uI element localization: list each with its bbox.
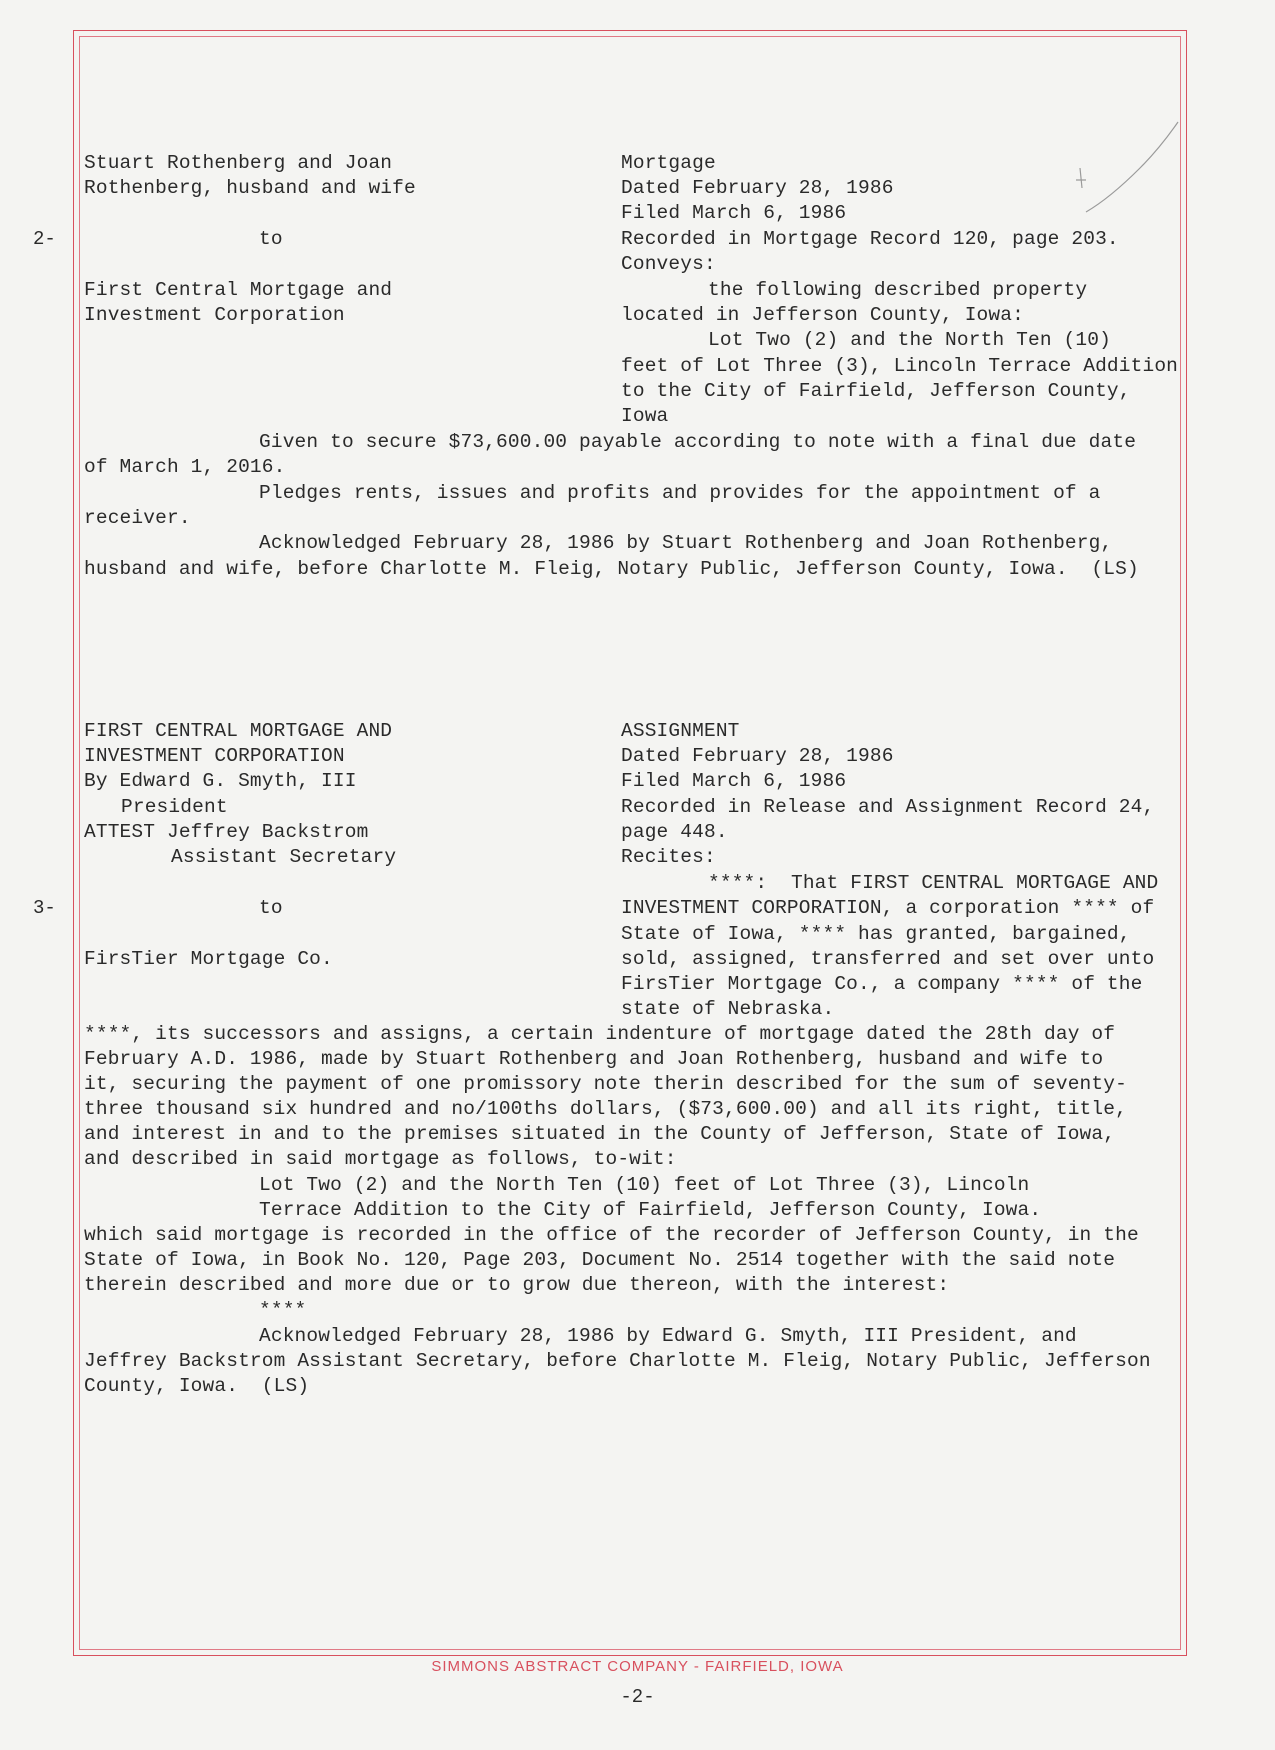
instrument-line: located in Jefferson County, Iowa: xyxy=(621,304,1024,326)
grantor-line: ATTEST Jeffrey Backstrom xyxy=(84,821,369,843)
body-line: and described in said mortgage as follows, to-wit: xyxy=(84,1148,677,1170)
recital-line: INVESTMENT CORPORATION, a corporation **** of xyxy=(621,897,1155,919)
grantee-line: First Central Mortgage and xyxy=(84,279,393,301)
body-line: Pledges rents, issues and profits and provides for the appointment of a xyxy=(259,482,1101,504)
grantor-line: Stuart Rothenberg and Joan xyxy=(84,152,393,174)
grantor-line: INVESTMENT CORPORATION xyxy=(84,745,345,767)
body-line: which said mortgage is recorded in the office of the recorder of Jefferson County, in the xyxy=(84,1224,1139,1246)
instrument-line: Filed March 6, 1986 xyxy=(621,202,847,224)
instrument-type: ASSIGNMENT xyxy=(621,720,740,742)
pencil-check-mark xyxy=(1070,118,1180,228)
recital-line: FirsTier Mortgage Co., a company **** of the xyxy=(621,973,1143,995)
entry-number-3: 3- xyxy=(33,897,56,919)
recital-line: State of Iowa, **** has granted, bargained, xyxy=(621,923,1131,945)
footer-company-name: SIMMONS ABSTRACT COMPANY - FAIRFIELD, IOWA xyxy=(431,1658,844,1675)
body-line: and interest in and to the premises situated in the County of Jefferson, State of Iowa, xyxy=(84,1123,1116,1145)
body-line: receiver. xyxy=(84,507,191,529)
entry-number-2: 2- xyxy=(33,228,56,250)
recital-line: sold, assigned, transferred and set over unto xyxy=(621,948,1155,970)
instrument-line: page 448. xyxy=(621,821,728,843)
instrument-line: the following described property xyxy=(708,279,1088,301)
body-line: ****, its successors and assigns, a certain indenture of mortgage dated the 28th day of xyxy=(84,1023,1116,1045)
recital-line: state of Nebraska. xyxy=(621,998,835,1020)
body-line: February A.D. 1986, made by Stuart Rothenberg and Joan Rothenberg, husband and wife to xyxy=(84,1048,1104,1070)
instrument-line: Dated February 28, 1986 xyxy=(621,745,894,767)
legal-description: to the City of Fairfield, Jefferson County, xyxy=(621,380,1131,402)
legal-description: Terrace Addition to the City of Fairfield, Jefferson County, Iowa. xyxy=(259,1199,1042,1221)
body-line: Jeffrey Backstrom Assistant Secretary, before Charlotte M. Fleig, Notary Public, Jefferson xyxy=(84,1350,1151,1372)
grantor-line: FIRST CENTRAL MORTGAGE AND xyxy=(84,720,393,742)
instrument-line: Recorded in Release and Assignment Record 24, xyxy=(621,796,1155,818)
body-line: three thousand six hundred and no/100ths dollars, ($73,600.00) and all its right, title, xyxy=(84,1098,1127,1120)
body-line: Acknowledged February 28, 1986 by Edward G. Smyth, III President, and xyxy=(259,1325,1077,1347)
body-line: Given to secure $73,600.00 payable according to note with a final due date xyxy=(259,431,1137,453)
body-line: Acknowledged February 28, 1986 by Stuart Rothenberg and Joan Rothenberg, xyxy=(259,532,1113,554)
to-label: to xyxy=(259,897,283,919)
legal-description: feet of Lot Three (3), Lincoln Terrace Addition xyxy=(621,355,1179,377)
legal-description: Lot Two (2) and the North Ten (10) xyxy=(708,329,1111,351)
legal-description: Lot Two (2) and the North Ten (10) feet of Lot Three (3), Lincoln xyxy=(259,1174,1030,1196)
to-label: to xyxy=(259,228,283,250)
grantee-line: FirsTier Mortgage Co. xyxy=(84,948,333,970)
recital-line: ****: That FIRST CENTRAL MORTGAGE AND xyxy=(708,872,1159,894)
instrument-line: Recites: xyxy=(621,846,716,868)
body-line: County, Iowa. (LS) xyxy=(84,1375,310,1397)
body-line: of March 1, 2016. xyxy=(84,456,286,478)
body-line: it, securing the payment of one promissory note therin described for the sum of seventy- xyxy=(84,1073,1127,1095)
body-line: therein described and more due or to grow due thereon, with the interest: xyxy=(84,1274,950,1296)
grantor-line: Assistant Secretary xyxy=(171,846,397,868)
page-number: -2- xyxy=(620,1686,655,1708)
legal-description: Iowa xyxy=(621,405,669,427)
body-line: State of Iowa, in Book No. 120, Page 203, Document No. 2514 together with the said note xyxy=(84,1249,1116,1271)
body-line: **** xyxy=(259,1299,307,1321)
grantor-line: President xyxy=(121,796,228,818)
grantee-line: Investment Corporation xyxy=(84,304,345,326)
instrument-line: Recorded in Mortgage Record 120, page 203. xyxy=(621,228,1119,250)
instrument-line: Dated February 28, 1986 xyxy=(621,177,894,199)
instrument-line: Filed March 6, 1986 xyxy=(621,770,847,792)
instrument-line: Conveys: xyxy=(621,253,716,275)
instrument-type: Mortgage xyxy=(621,152,716,174)
grantor-line: Rothenberg, husband and wife xyxy=(84,177,416,199)
body-line: husband and wife, before Charlotte M. Fleig, Notary Public, Jefferson County, Iowa. (LS) xyxy=(84,558,1139,580)
grantor-line: By Edward G. Smyth, III xyxy=(84,770,357,792)
